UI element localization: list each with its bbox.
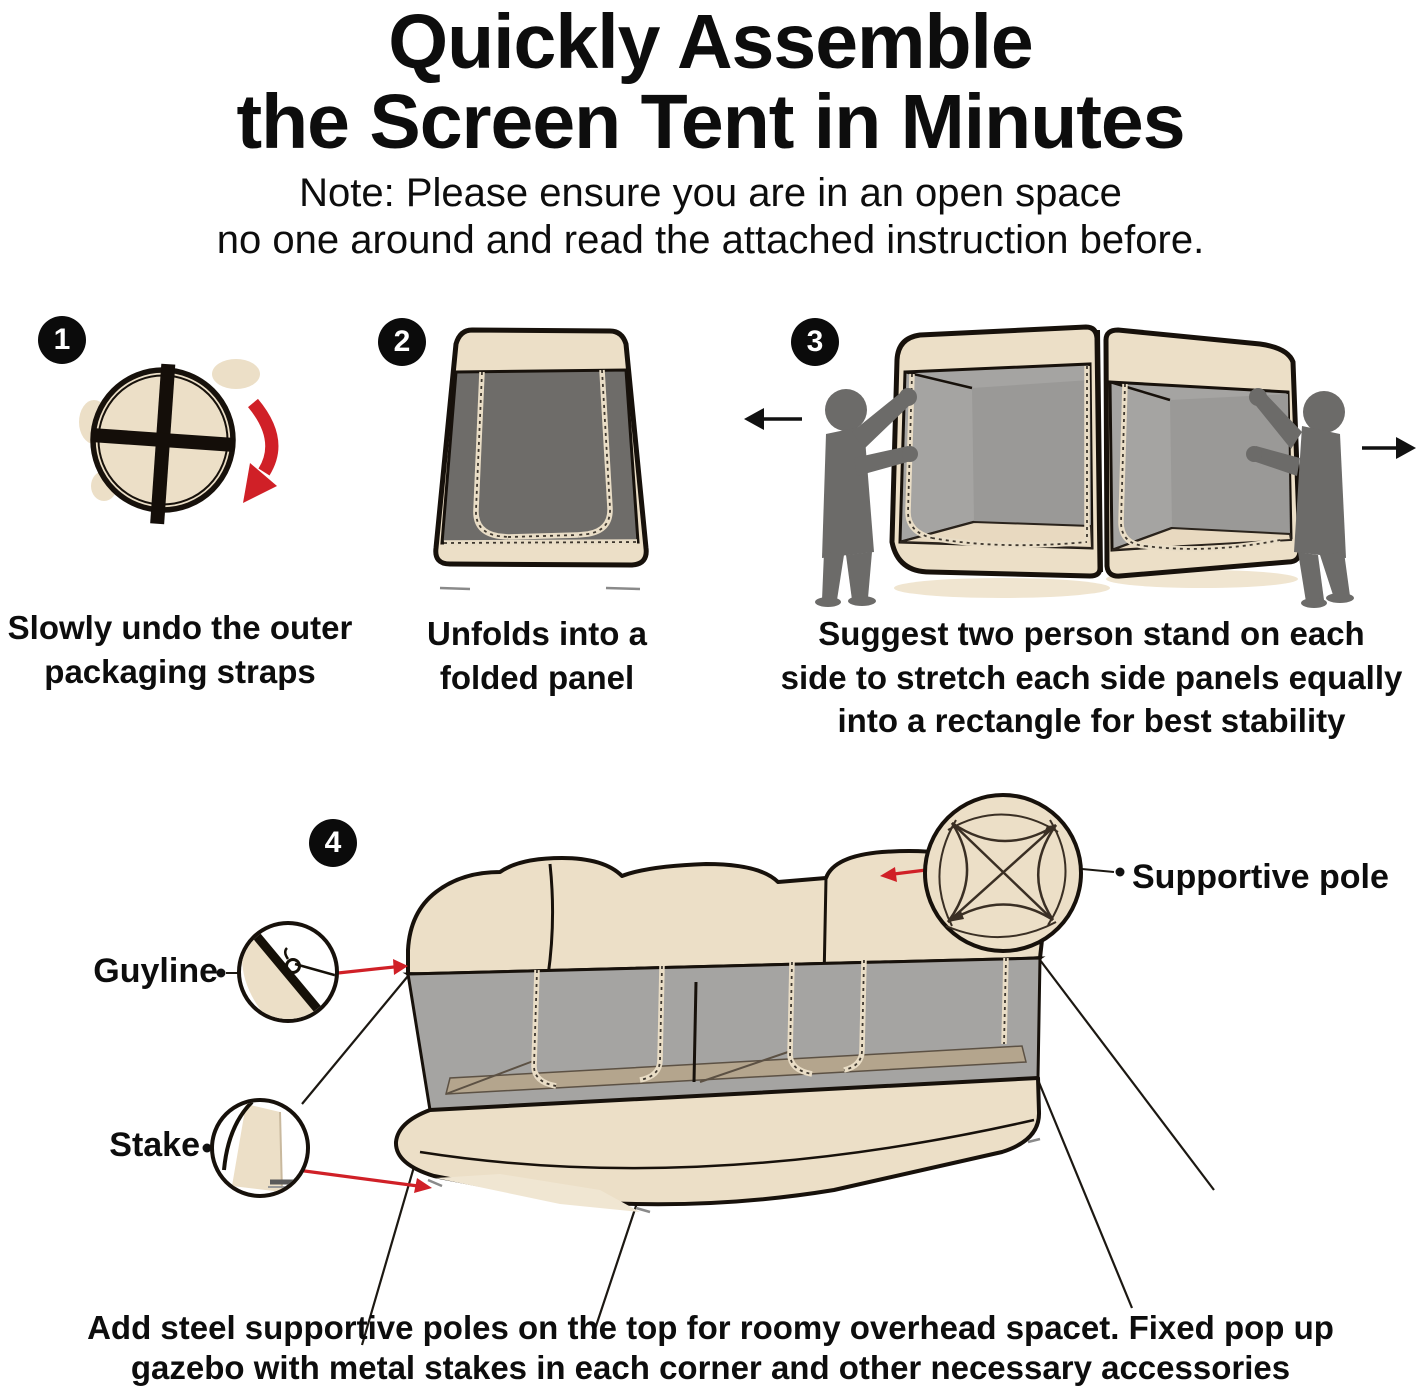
note-text: [0, 170, 1421, 264]
stake-label: Stake: [109, 1126, 200, 1164]
arrow-right-icon: [1362, 437, 1416, 459]
step4-badge: 4: [309, 819, 357, 867]
step1-straps-illustration: [0, 300, 370, 610]
step1-caption-line2: packaging straps: [44, 652, 316, 690]
title-line-1: Quickly Assemble: [388, 0, 1033, 85]
step3-caption-line2: side to stretch each side panels equally: [780, 658, 1403, 696]
footer-text: [0, 1308, 1421, 1388]
step3-stretch-illustration: [740, 300, 1421, 620]
arrow-left-icon: [744, 408, 802, 430]
strap-circle-illustration: [85, 359, 240, 529]
panel-feet: [440, 588, 640, 589]
half-open-tent: [892, 327, 1300, 576]
ground-shadow: [894, 578, 1110, 598]
step4-assembled-tent-illustration: [0, 760, 1421, 1350]
step3-caption: [762, 612, 1421, 743]
note-line-2: no one around and read the attached instruction before.: [216, 218, 1205, 263]
step1-caption: [0, 606, 370, 693]
page-title: [0, 0, 1421, 166]
step2-caption-line2: folded panel: [439, 658, 635, 696]
step1-badge: 1: [38, 316, 86, 364]
step2-caption-line1: Unfolds into a: [427, 615, 647, 652]
step3-caption-line3: into a rectangle for best stability: [837, 702, 1346, 740]
stake-inset: [212, 1100, 308, 1196]
step3-badge: 3: [791, 318, 839, 366]
supportive-pole-label: Supportive pole: [1132, 858, 1389, 896]
step2-folded-panel-illustration: [390, 300, 690, 610]
guyline-inset: [239, 923, 338, 1024]
footer-line-1: Add steel supportive poles on the top for roomy overhead spacet. Fixed pop up: [87, 1309, 1334, 1346]
step3-caption-line1: Suggest two person stand on each: [818, 615, 1365, 652]
supportive-pole-inset: [925, 795, 1081, 951]
note-line-1: Note: Please ensure you are in an open space: [299, 171, 1122, 215]
guyline-callout-arrow: [338, 959, 408, 975]
step2-badge: 2: [378, 318, 426, 366]
step2-caption: [392, 612, 682, 699]
guyline-label: Guyline: [93, 952, 218, 990]
footer-line-2: gazebo with metal stakes in each corner and other necessary accessories: [130, 1349, 1291, 1387]
title-line-2: the Screen Tent in Minutes: [236, 79, 1185, 166]
step1-caption-line1: Slowly undo the outer: [7, 609, 353, 646]
red-curved-arrow-icon: [243, 403, 277, 503]
